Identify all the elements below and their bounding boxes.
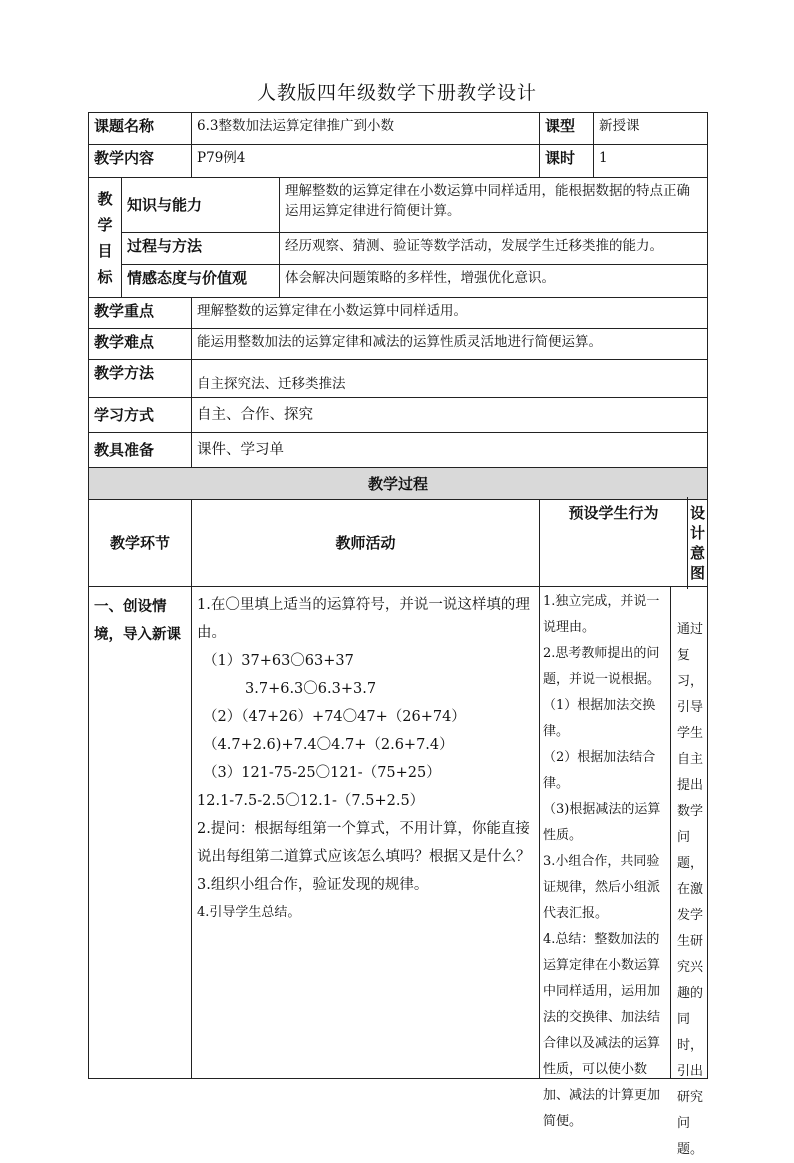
design-intent-text: 通过复习，引导学生自主提出数学问题，在激发学生研究兴趣的同时，引出研究问题。 — [677, 622, 704, 1157]
goal-process-label: 过程与方法 — [122, 233, 280, 265]
method-text: 自主探究法、迁移类推法 — [192, 360, 708, 398]
teacher-step-4: 4.引导学生总结。 — [197, 905, 301, 920]
goal-knowledge-text: 理解整数的运算定律在小数运算中同样适用，能根据数据的特点正确运用运算定律进行简便计算。 — [280, 178, 708, 233]
design-intent-cell — [671, 587, 707, 1157]
goals-label-char: 标 — [97, 267, 113, 286]
student-step-2-2: （2）根据加法结合律。 — [543, 750, 656, 791]
content-value: P79例4 — [192, 145, 540, 178]
goal-knowledge-label: 知识与能力 — [122, 178, 280, 233]
document-title: 人教版四年级数学下册教学设计 — [256, 82, 537, 104]
study-style-text: 自主、合作、探究 — [192, 398, 708, 433]
teacher-step-3: 3.组织小组合作，验证发现的规律。 — [197, 877, 429, 893]
focus-label: 教学重点 — [89, 298, 192, 329]
goal-attitude-label: 情感态度与价值观 — [122, 265, 280, 298]
difficulty-text: 能运用整数加法的运算定律和减法的运算性质灵活地进行简便运算。 — [192, 329, 708, 360]
student-behavior-cell — [540, 587, 671, 1129]
student-step-2-3: （3)根据减法的运算性质。 — [543, 802, 661, 843]
student-step-3: 3.小组合作，共同验证规律，然后小组派代表汇报。 — [543, 854, 661, 921]
hours-value: 1 — [594, 145, 708, 178]
student-step-2-1: （1）根据加法交换律。 — [543, 698, 656, 739]
type-label: 课型 — [540, 113, 594, 145]
teacher-activity-cell — [192, 587, 540, 1079]
student-step-2: 2.思考教师提出的问题，并说一说根据。 — [543, 646, 661, 687]
student-step-4: 4.总结：整数加法的运算定律在小数运算中同样适用，运用加法的交换律、加法结合律以及减法的运算性质，可以使小数加、减法的计算更加简便。 — [543, 932, 661, 1129]
difficulty-label: 教学难点 — [89, 329, 192, 360]
process-title: 教学过程 — [89, 468, 708, 500]
goal-attitude-text: 体会解决问题策略的多样性，增强优化意识。 — [280, 265, 708, 298]
goals-label-char: 学 — [97, 215, 113, 234]
topic-value: 6.3整数加法运算定律推广到小数 — [192, 113, 540, 145]
goals-label-char: 教 — [97, 189, 113, 208]
teacher-eq-2b: （4.7+2.6)+7.4〇4.7+（2.6+7.4） — [203, 737, 454, 753]
goal-process-text: 经历观察、猜测、验证等数学活动，发展学生迁移类推的能力。 — [280, 233, 708, 265]
col-header-teacher: 教师活动 — [192, 500, 540, 587]
stage-cell: 一、创设情境，导入新课 — [89, 587, 192, 1079]
goals-label-char: 目 — [97, 241, 113, 260]
content-label: 教学内容 — [89, 145, 192, 178]
col-header-intent: 设计意图 — [690, 504, 706, 582]
tools-text: 课件、学习单 — [192, 433, 708, 468]
teacher-step-2: 2.提问：根据每组第一个算式，不用计算，你能直接说出每组第二道算式应该怎么填吗？根据又是什么？ — [197, 821, 531, 865]
hours-label: 课时 — [540, 145, 594, 178]
teacher-eq-2a: （2）（47+26）+74〇47+（26+74） — [203, 709, 466, 725]
focus-text: 理解整数的运算定律在小数运算中同样适用。 — [192, 298, 708, 329]
topic-label: 课题名称 — [89, 113, 192, 145]
tools-label: 教具准备 — [89, 433, 192, 468]
teacher-eq-3b: 12.1-7.5-2.5〇12.1-（7.5+2.5） — [197, 793, 425, 809]
col-header-stage: 教学环节 — [89, 500, 192, 587]
teacher-eq-3a: （3）121-75-25〇121-（75+25） — [203, 765, 441, 781]
lesson-plan-table — [88, 112, 708, 1157]
method-label: 教学方法 — [89, 360, 192, 398]
student-step-1: 1.独立完成，并说一说理由。 — [543, 594, 660, 635]
study-style-label: 学习方式 — [89, 398, 192, 433]
goals-label — [89, 178, 122, 298]
col-header-student: 预设学生行为 — [540, 497, 688, 589]
teacher-step-1: 1.在〇里填上适当的运算符号，并说一说这样填的理由。 — [197, 597, 530, 641]
teacher-eq-1a: （1）37+63〇63+37 — [203, 653, 354, 669]
type-value: 新授课 — [594, 113, 708, 145]
teacher-eq-1b: 3.7+6.3〇6.3+3.7 — [245, 681, 377, 697]
